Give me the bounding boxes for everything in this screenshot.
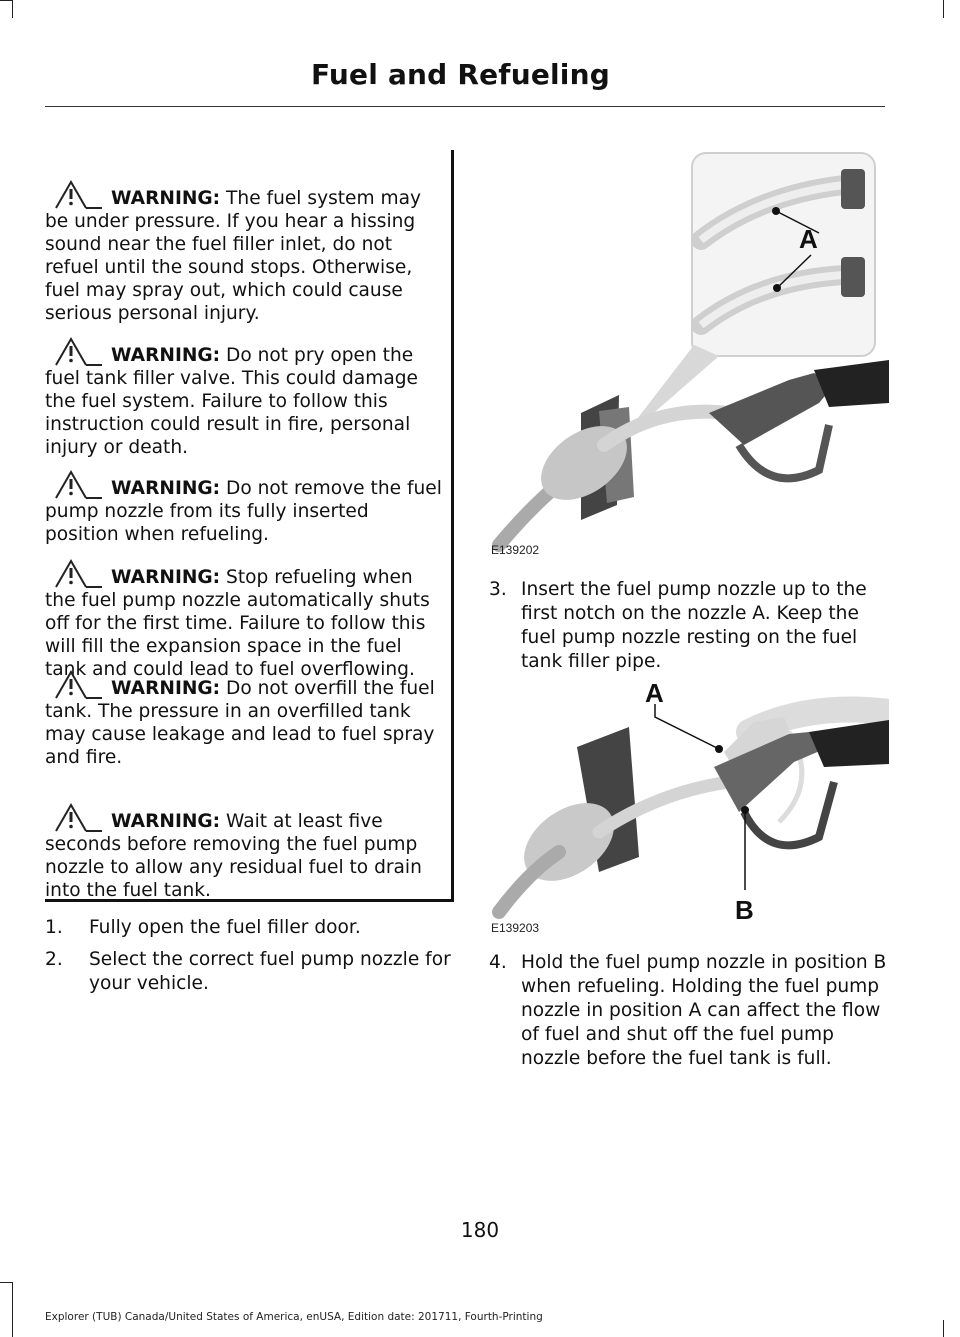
warning-block [45, 670, 447, 769]
footer-text: Explorer (TUB) Canada/United States of America, enUSA, Edition date: 201711, Fourth-Printing [45, 1311, 543, 1323]
step-number: 1. [45, 917, 63, 938]
warning-text: Do not pry open the fuel tank filler valve. This could damage the fuel system. Failure to follow this instruction could result in fire, personal injury or death. [45, 345, 418, 458]
warning-block [45, 559, 447, 681]
crop-mark [943, 1320, 944, 1337]
step-number: 3. [489, 579, 507, 600]
page-title: Fuel and Refueling [310, 58, 610, 91]
warning-text: The fuel system may be under pressure. If you hear a hissing sound near the fuel filler inlet, do not refuel until the sound stops. Otherwise, fuel may spray out, which could cause serious personal injury. [45, 188, 422, 324]
step-number: 2. [45, 949, 63, 970]
figure-nozzle-notch [489, 145, 889, 560]
warning-text: Wait at least five seconds before removing the fuel pump nozzle to allow any residual fuel to drain into the fuel tank. [45, 811, 422, 901]
crop-mark [12, 0, 13, 18]
warning-block [45, 337, 447, 459]
crop-mark [0, 0, 12, 1]
warning-text: Do not remove the fuel pump nozzle from its fully inserted position when refueling. [45, 478, 442, 545]
crop-mark [0, 1282, 12, 1283]
figure-nozzle-positions [489, 672, 889, 937]
list-item [489, 951, 889, 1071]
warning-triangle-icon [55, 470, 103, 500]
warning-text: Do not overfill the fuel tank. The pressure in an overfilled tank may cause leakage and lead to fuel spray and fire. [45, 678, 435, 768]
callout-a: A [799, 224, 818, 254]
warning-text: Stop refueling when the fuel pump nozzle automatically shuts off for the first time. Failure to follow this will fill the expansion space in the fuel tank and could lead to fuel overflowing. [45, 567, 430, 680]
list-item [45, 948, 455, 996]
warning-label: WARNING: [111, 478, 221, 499]
step-number: 4. [489, 952, 507, 973]
warning-label: WARNING: [111, 188, 221, 209]
warning-label: WARNING: [111, 567, 221, 588]
warning-triangle-icon [55, 180, 103, 210]
figure-code: E139203 [491, 921, 540, 935]
callout-b: B [735, 895, 754, 925]
list-item [45, 916, 455, 940]
title-divider [45, 106, 885, 107]
warning-block [45, 470, 447, 546]
warnings-panel [45, 150, 454, 902]
nozzle-positions-illustration [489, 672, 889, 937]
step-text: Hold the fuel pump nozzle in position B when refueling. Holding the fuel pump nozzle in position A can affect the flow of fuel and shut off the fuel pump nozzle before the fuel tank is full. [521, 952, 887, 1069]
crop-mark [943, 0, 944, 18]
step-text: Select the correct fuel pump nozzle for your vehicle. [89, 949, 451, 994]
warning-label: WARNING: [111, 345, 221, 366]
nozzle-illustration [489, 145, 889, 560]
warning-triangle-icon [55, 559, 103, 589]
figure-code: E139202 [491, 543, 540, 557]
warning-label: WARNING: [111, 678, 221, 699]
steps-list [45, 916, 455, 1004]
warning-triangle-icon [55, 337, 103, 367]
step-text: Fully open the fuel filler door. [89, 917, 361, 938]
crop-mark [12, 1282, 13, 1337]
list-item [489, 578, 889, 674]
warning-triangle-icon [55, 803, 103, 833]
warning-triangle-icon [55, 670, 103, 700]
step-text: Insert the fuel pump nozzle up to the first notch on the nozzle A. Keep the fuel pump nozzle resting on the fuel tank filler pipe. [521, 579, 867, 672]
warning-block [45, 180, 447, 325]
warning-block [45, 803, 447, 902]
page-number: 180 [460, 1218, 500, 1242]
callout-a: A [645, 678, 664, 708]
warning-label: WARNING: [111, 811, 221, 832]
